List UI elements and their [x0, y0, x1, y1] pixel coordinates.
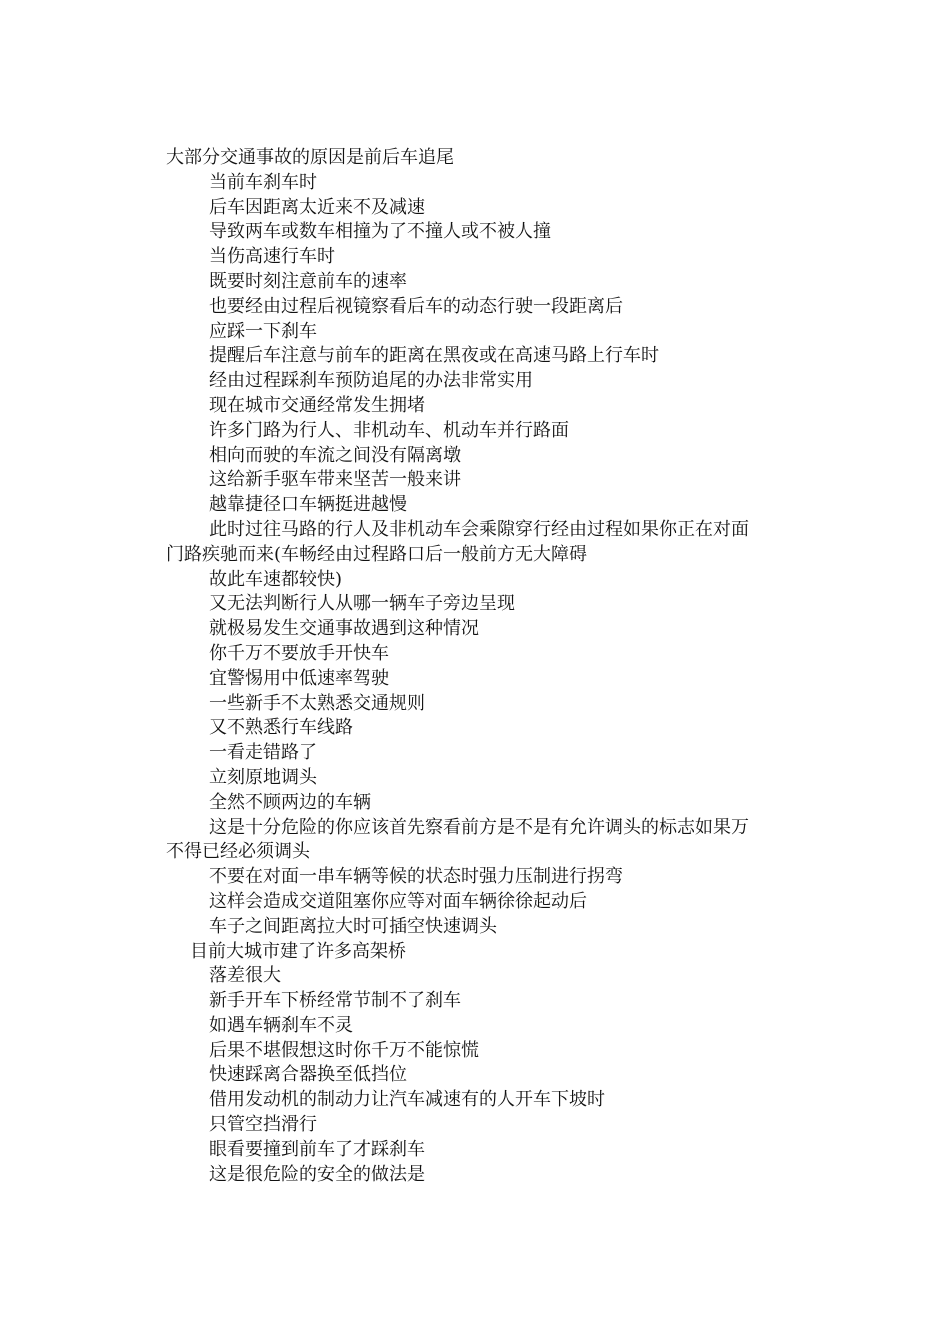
text-line: 应踩一下刹车	[209, 320, 317, 342]
text-line: 不得已经必须调头	[166, 841, 310, 863]
text-line: 宜警惕用中低速率驾驶	[209, 667, 389, 689]
text-line: 许多门路为行人、非机动车、机动车并行路面	[209, 419, 569, 441]
text-line: 又无法判断行人从哪一辆车子旁边呈现	[209, 593, 515, 615]
text-line: 目前大城市建了许多高架桥	[190, 940, 406, 962]
text-line: 也要经由过程后视镜察看后车的动态行驶一段距离后	[209, 295, 623, 317]
text-line: 大部分交通事故的原因是前后车追尾	[166, 147, 454, 168]
text-line: 经由过程踩刹车预防追尾的办法非常实用	[209, 370, 533, 392]
text-line: 现在城市交通经常发生拥堵	[209, 394, 425, 416]
text-line: 借用发动机的制动力让汽车减速有的人开车下坡时	[209, 1089, 605, 1111]
text-line: 眼看要撞到前车了才踩刹车	[209, 1138, 425, 1160]
text-line: 快速踩离合器换至低挡位	[209, 1064, 407, 1086]
text-line: 一些新手不太熟悉交通规则	[209, 692, 425, 714]
text-line: 提醒后车注意与前车的距离在黑夜或在高速马路上行车时	[209, 345, 659, 367]
text-line: 门路疾驰而来(车畅经由过程路口后一般前方无大障碍	[166, 543, 588, 565]
text-line: 导致两车或数车相撞为了不撞人或不被人撞	[209, 221, 551, 243]
text-line: 这给新手驱车带来坚苦一般来讲	[209, 469, 461, 491]
text-line: 立刻原地调头	[209, 766, 317, 788]
document-body	[166, 146, 786, 1187]
text-line: 你千万不要放手开快车	[209, 642, 389, 664]
text-line: 只管空挡滑行	[209, 1114, 317, 1136]
text-line: 不要在对面一串车辆等候的状态时强力压制进行拐弯	[209, 866, 623, 888]
text-line: 又不熟悉行车线路	[209, 717, 353, 739]
text-line: 故此车速都较快)	[209, 568, 343, 590]
text-line: 就极易发生交通事故遇到这种情况	[209, 618, 479, 640]
text-line: 后果不堪假想这时你千万不能惊慌	[209, 1039, 479, 1061]
text-line: 一看走错路了	[209, 742, 317, 764]
text-line: 相向而驶的车流之间没有隔离墩	[209, 444, 461, 466]
text-line: 车子之间距离拉大时可插空快速调头	[209, 915, 497, 937]
text-line: 越靠捷径口车辆挺进越慢	[209, 494, 407, 516]
text-line: 此时过往马路的行人及非机动车会乘隙穿行经由过程如果你正在对面	[209, 518, 749, 540]
text-line: 新手开车下桥经常节制不了刹车	[209, 990, 461, 1012]
text-line: 既要时刻注意前车的速率	[209, 270, 407, 292]
text-line: 当前车刹车时	[209, 171, 317, 193]
text-line: 全然不顾两边的车辆	[209, 791, 371, 813]
text-line: 这是很危险的安全的做法是	[209, 1163, 425, 1185]
text-line: 如遇车辆刹车不灵	[209, 1014, 353, 1036]
text-line: 这样会造成交道阻塞你应等对面车辆徐徐起动后	[209, 890, 587, 912]
text-line: 这是十分危险的你应该首先察看前方是不是有允许调头的标志如果万	[209, 816, 749, 838]
text-line: 落差很大	[209, 965, 281, 987]
text-line: 当伤高速行车时	[209, 246, 335, 268]
text-line: 后车因距离太近来不及减速	[209, 196, 425, 218]
